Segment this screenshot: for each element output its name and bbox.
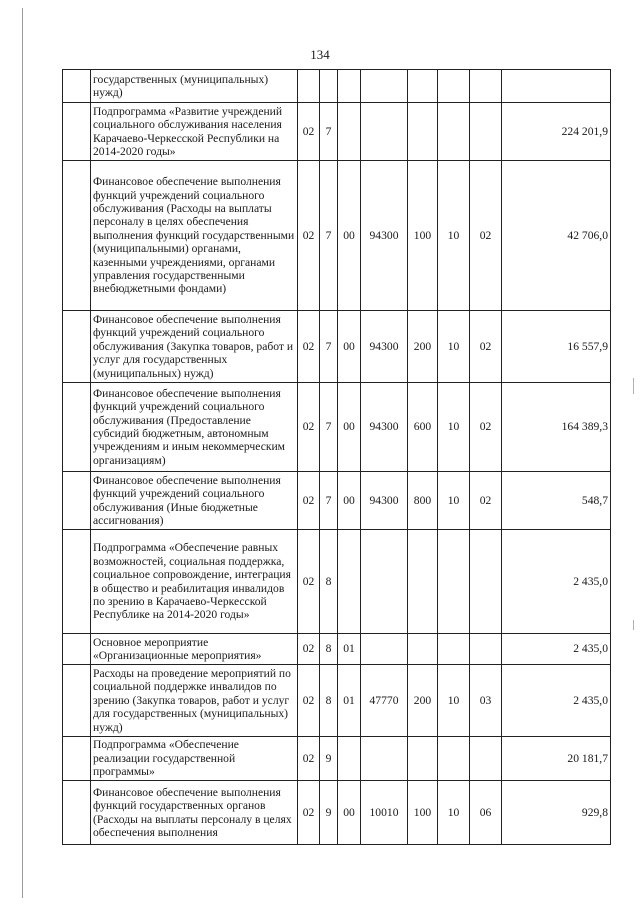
expense-name-cell: Подпрограмма «Развитие учреждений социального обслуживания населения Карачаево-Черкесской Республики на 2014-2020 годы» [91, 103, 298, 161]
ministry-code-cell: 02 [298, 665, 320, 737]
expense-type-cell [408, 634, 438, 665]
direction-code-cell: 94300 [361, 472, 408, 530]
section-code-cell: 10 [438, 161, 470, 311]
scan-mark [633, 620, 634, 630]
table-row [63, 383, 611, 472]
scan-mark [633, 378, 634, 394]
direction-code-cell: 94300 [361, 383, 408, 472]
activity-code-cell: 00 [338, 472, 361, 530]
expense-type-cell: 100 [408, 161, 438, 311]
subsection-code-cell: 02 [470, 311, 502, 383]
expense-name-cell: Финансовое обеспечение выполнения функций учреждений социального обслуживания (Расходы на выплаты персоналу в целях обеспечения выполнения функций государственными (муниципальными) органами, казенными учреждениями, органами управления государственными внебюджетными фондами) [91, 161, 298, 311]
page-number: 134 [310, 47, 330, 62]
direction-code-cell [361, 634, 408, 665]
direction-code-cell: 94300 [361, 161, 408, 311]
amount-cell [502, 70, 611, 103]
row-number-cell [63, 781, 91, 845]
expense-name-cell: Основное мероприятие «Организационные мероприятия» [91, 634, 298, 665]
expense-type-cell [408, 103, 438, 161]
ministry-code-cell: 02 [298, 530, 320, 634]
expense-name-cell: Финансовое обеспечение выполнения функций государственных органов (Расходы на выплаты персоналу в целях обеспечения выполнения [91, 781, 298, 845]
table-row [63, 530, 611, 634]
row-number-cell [63, 634, 91, 665]
activity-code-cell: 01 [338, 634, 361, 665]
direction-code-cell [361, 737, 408, 781]
table-row [63, 665, 611, 737]
activity-code-cell [338, 737, 361, 781]
table-row [63, 737, 611, 781]
row-number-cell [63, 161, 91, 311]
subprogram-code-cell: 7 [320, 103, 338, 161]
subprogram-code-cell: 8 [320, 665, 338, 737]
subsection-code-cell: 02 [470, 472, 502, 530]
ministry-code-cell: 02 [298, 103, 320, 161]
amount-cell: 2 435,0 [502, 634, 611, 665]
activity-code-cell: 00 [338, 311, 361, 383]
subprogram-code-cell [320, 70, 338, 103]
row-number-cell [63, 530, 91, 634]
expense-type-cell: 200 [408, 665, 438, 737]
scan-edge-line [22, 8, 23, 898]
row-number-cell [63, 311, 91, 383]
direction-code-cell [361, 530, 408, 634]
amount-cell: 16 557,9 [502, 311, 611, 383]
expense-type-cell: 100 [408, 781, 438, 845]
ministry-code-cell: 02 [298, 472, 320, 530]
ministry-code-cell: 02 [298, 634, 320, 665]
amount-cell: 20 181,7 [502, 737, 611, 781]
activity-code-cell [338, 530, 361, 634]
expense-type-cell [408, 737, 438, 781]
subsection-code-cell: 03 [470, 665, 502, 737]
amount-cell: 929,8 [502, 781, 611, 845]
amount-cell: 2 435,0 [502, 665, 611, 737]
expense-name-cell: государственных (муниципальных) нужд) [91, 70, 298, 103]
budget-table [62, 69, 611, 845]
direction-code-cell [361, 103, 408, 161]
activity-code-cell [338, 70, 361, 103]
subprogram-code-cell: 7 [320, 472, 338, 530]
row-number-cell [63, 70, 91, 103]
expense-type-cell: 600 [408, 383, 438, 472]
expense-name-cell: Финансовое обеспечение выполнения функций учреждений социального обслуживания (Закупка товаров, работ и услуг для государственных (муниципальных) нужд) [91, 311, 298, 383]
subsection-code-cell [470, 70, 502, 103]
section-code-cell: 10 [438, 383, 470, 472]
direction-code-cell: 47770 [361, 665, 408, 737]
direction-code-cell: 10010 [361, 781, 408, 845]
activity-code-cell: 01 [338, 665, 361, 737]
section-code-cell: 10 [438, 472, 470, 530]
activity-code-cell: 00 [338, 161, 361, 311]
ministry-code-cell: 02 [298, 383, 320, 472]
expense-type-cell [408, 530, 438, 634]
table-row [63, 634, 611, 665]
amount-cell: 548,7 [502, 472, 611, 530]
expense-name-cell: Подпрограмма «Обеспечение реализации государственной программы» [91, 737, 298, 781]
amount-cell: 42 706,0 [502, 161, 611, 311]
subprogram-code-cell: 7 [320, 311, 338, 383]
ministry-code-cell: 02 [298, 161, 320, 311]
subsection-code-cell [470, 737, 502, 781]
subsection-code-cell [470, 103, 502, 161]
amount-cell: 2 435,0 [502, 530, 611, 634]
expense-type-cell [408, 70, 438, 103]
ministry-code-cell: 02 [298, 311, 320, 383]
expense-name-cell: Финансовое обеспечение выполнения функций учреждений социального обслуживания (Иные бюджетные ассигнования) [91, 472, 298, 530]
expense-name-cell: Подпрограмма «Обеспечение равных возможностей, социальная поддержка, социальное сопровождение, интеграция в общество и реабилитация инвалидов по зрению в Карачаево-Черкесской Республике на 2014-2020 годы» [91, 530, 298, 634]
subprogram-code-cell: 9 [320, 737, 338, 781]
expense-name-cell: Расходы на проведение мероприятий по социальной поддержке инвалидов по зрению (Закупка товаров, работ и услуг для государственных (муниципальных) нужд) [91, 665, 298, 737]
row-number-cell [63, 472, 91, 530]
ministry-code-cell: 02 [298, 781, 320, 845]
activity-code-cell [338, 103, 361, 161]
subprogram-code-cell: 8 [320, 530, 338, 634]
activity-code-cell: 00 [338, 383, 361, 472]
table-row [63, 161, 611, 311]
activity-code-cell: 00 [338, 781, 361, 845]
section-code-cell [438, 530, 470, 634]
direction-code-cell [361, 70, 408, 103]
subsection-code-cell [470, 634, 502, 665]
direction-code-cell: 94300 [361, 311, 408, 383]
expense-type-cell: 800 [408, 472, 438, 530]
table-row [63, 70, 611, 103]
table-body [63, 70, 611, 845]
row-number-cell [63, 737, 91, 781]
section-code-cell [438, 737, 470, 781]
subsection-code-cell [470, 530, 502, 634]
row-number-cell [63, 103, 91, 161]
subprogram-code-cell: 7 [320, 383, 338, 472]
ministry-code-cell: 02 [298, 737, 320, 781]
subprogram-code-cell: 8 [320, 634, 338, 665]
section-code-cell [438, 634, 470, 665]
subsection-code-cell: 02 [470, 161, 502, 311]
ministry-code-cell [298, 70, 320, 103]
row-number-cell [63, 383, 91, 472]
subsection-code-cell: 06 [470, 781, 502, 845]
section-code-cell [438, 103, 470, 161]
table-row [63, 472, 611, 530]
expense-name-cell: Финансовое обеспечение выполнения функций учреждений социального обслуживания (Предоставление субсидий бюджетным, автономным учреждениям и иным некоммерческим организациям) [91, 383, 298, 472]
table-row [63, 311, 611, 383]
amount-cell: 224 201,9 [502, 103, 611, 161]
section-code-cell [438, 70, 470, 103]
subprogram-code-cell: 9 [320, 781, 338, 845]
subsection-code-cell: 02 [470, 383, 502, 472]
amount-cell: 164 389,3 [502, 383, 611, 472]
section-code-cell: 10 [438, 311, 470, 383]
table-row [63, 103, 611, 161]
section-code-cell: 10 [438, 665, 470, 737]
table-row [63, 781, 611, 845]
section-code-cell: 10 [438, 781, 470, 845]
expense-type-cell: 200 [408, 311, 438, 383]
subprogram-code-cell: 7 [320, 161, 338, 311]
row-number-cell [63, 665, 91, 737]
